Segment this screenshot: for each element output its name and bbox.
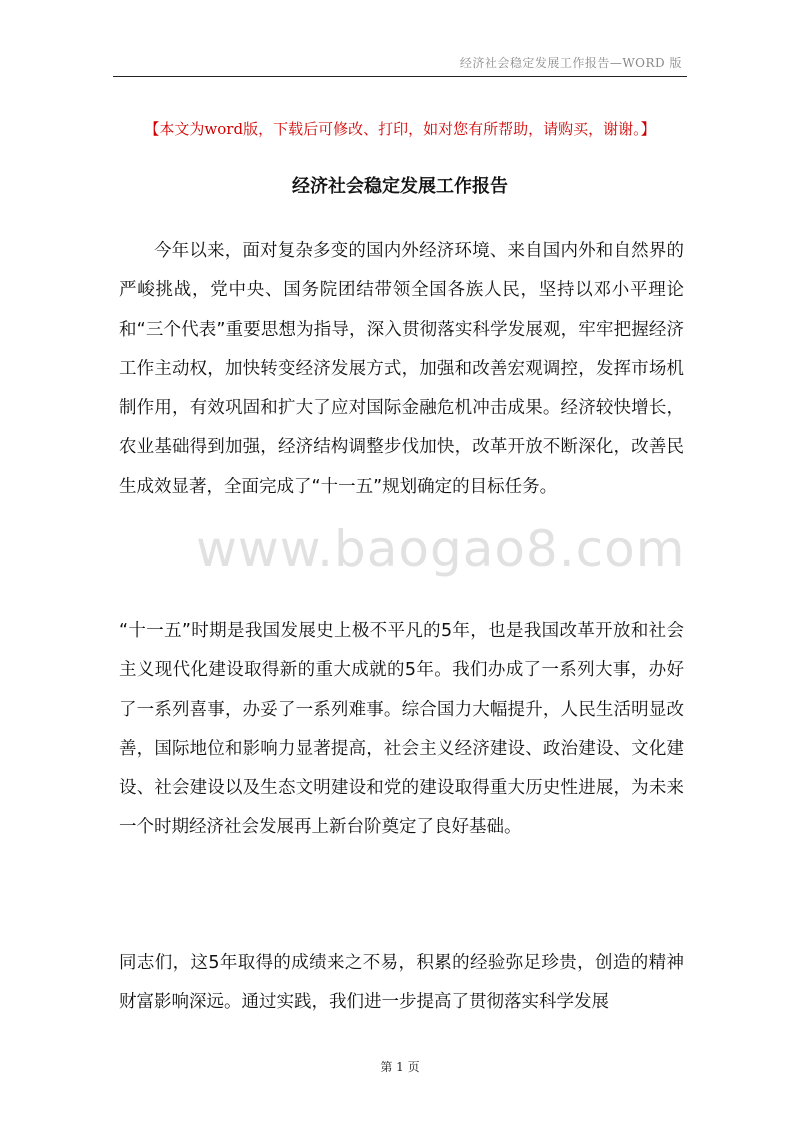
document-title: 经济社会稳定发展工作报告 [292,176,508,197]
body-paragraph-3: 同志们，这5年取得的成绩来之不易，积累的经验弥足珍贵，创造的精神财富影响深远。通过实践，我们进一步提高了贯彻落实科学发展 [119,953,684,1013]
header-divider [113,76,687,77]
watermark: www.baogao8.com [196,520,686,578]
page-number: 第 1 页 [380,1060,420,1074]
body-paragraph-2: “十一五”时期是我国发展史上极不平凡的5年，也是我国改革开放和社会主义现代化建设取得新的重大成就的5年。我们办成了一系列大事，办好了一系列喜事，办妥了一系列难事。综合国力大幅提升，人民生活明显改善，国际地位和影响力显著提高，社会主义经济建设、政治建设、文化建设、社会建设以及生态文明建设和党的建设取得重大历史性进展，为未来一个时期经济社会发展再上新台阶奠定了良好基础。 [119,621,684,838]
running-header: 经济社会稳定发展工作报告—WORD 版 [459,56,682,70]
purchase-notice: 【本文为word版，下载后可修改、打印，如对您有所帮助，请购买，谢谢。】 [144,120,656,138]
body-paragraph-1: 今年以来，面对复杂多变的国内外经济环境、来自国内外和自然界的严峻挑战，党中央、国务院团结带领全国各族人民，坚持以邓小平理论和“三个代表”重要思想为指导，深入贯彻落实科学发展观，牢牢把握经济工作主动权，加快转变经济发展方式，加强和改善宏观调控，发挥市场机制作用，有效巩固和扩大了应对国际金融危机冲击成果。经济较快增长，农业基础得到加强，经济结构调整步伐加快，改革开放不断深化，改善民生成效显著，全面完成了“十一五”规划确定的目标任务。 [119,241,684,497]
